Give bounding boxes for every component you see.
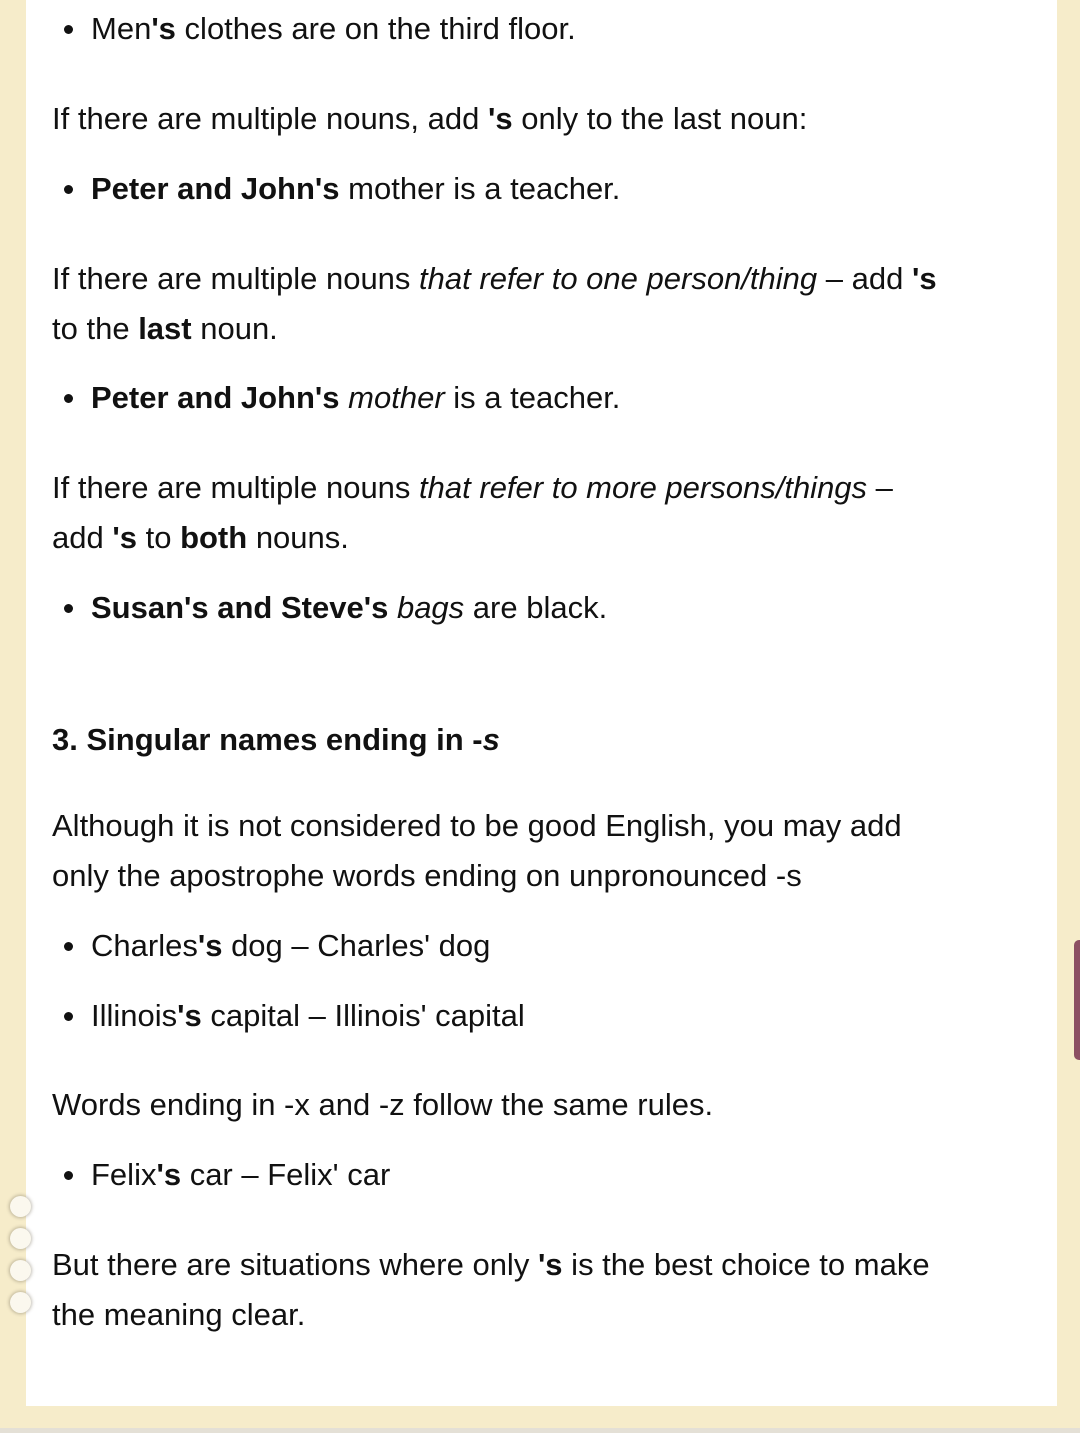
- paragraph-one-person-line1: [52, 254, 1012, 304]
- text-segment: are black.: [464, 590, 608, 625]
- text-segment: that refer to one person/thing: [419, 261, 818, 296]
- paragraph-although-line2: [52, 851, 1012, 901]
- paragraph-more-persons-line1: [52, 463, 1012, 513]
- paragraph-but-line2: [52, 1290, 1012, 1340]
- text-segment: Words ending in -x and -z follow the same rules.: [52, 1087, 714, 1122]
- text-segment: Peter and John's: [91, 380, 340, 415]
- text-segment: mother: [348, 380, 445, 415]
- text-segment: Susan's and Steve's: [91, 590, 389, 625]
- text-segment: the meaning clear.: [52, 1297, 306, 1332]
- text-segment: 's: [156, 1157, 182, 1192]
- list-item-text: [91, 164, 620, 214]
- paragraph-multiple-nouns: [52, 94, 1012, 144]
- text-segment: If there are multiple nouns, add: [52, 101, 488, 136]
- text-segment: 's: [197, 928, 223, 963]
- text-segment: Peter and John's: [91, 171, 340, 206]
- ring-icon: [10, 1228, 31, 1249]
- text-segment: mother is a teacher.: [339, 171, 621, 206]
- list-item-text: [91, 921, 490, 971]
- bullet-icon: [64, 394, 73, 403]
- text-segment: to the: [52, 311, 139, 346]
- text-segment: 's: [151, 11, 176, 46]
- text-segment: 's: [537, 1247, 563, 1282]
- text-segment: is the best choice to make: [562, 1247, 930, 1282]
- paragraph-but-line1: [52, 1240, 1012, 1290]
- text-segment: 's: [911, 261, 937, 296]
- text-segment: – add: [817, 261, 912, 296]
- text-segment: s: [482, 722, 500, 757]
- text-segment: Men: [91, 11, 152, 46]
- ring-icon: [10, 1260, 31, 1281]
- bullet-icon: [64, 1012, 73, 1021]
- text-segment: to: [136, 520, 181, 555]
- text-segment: If there are multiple nouns: [52, 261, 420, 296]
- text-segment: But there are situations where only: [52, 1247, 538, 1282]
- scrollbar-handle[interactable]: [1074, 940, 1080, 1060]
- text-segment: –: [867, 470, 893, 505]
- text-segment: Charles: [91, 928, 198, 963]
- text-segment: both: [180, 520, 248, 555]
- list-item-text: [91, 4, 576, 54]
- paragraph-although-line1: [52, 801, 1012, 851]
- bullet-icon: [64, 1171, 73, 1180]
- bullet-icon: [64, 942, 73, 951]
- text-segment: nouns.: [247, 520, 349, 555]
- text-segment: Illinois: [91, 998, 178, 1033]
- text-segment: that refer to more persons/things: [419, 470, 868, 505]
- text-segment: car – Felix' car: [181, 1157, 391, 1192]
- binder-rings: [8, 1196, 36, 1324]
- text-segment: bags: [396, 590, 465, 625]
- text-segment: [388, 590, 397, 625]
- text-segment: Felix: [91, 1157, 157, 1192]
- text-segment: last: [138, 311, 192, 346]
- text-segment: [340, 380, 349, 415]
- bullet-icon: [64, 185, 73, 194]
- ring-icon: [10, 1292, 31, 1313]
- text-segment: only to the last noun:: [512, 101, 808, 136]
- bullet-icon: [64, 25, 73, 34]
- text-segment: 's: [487, 101, 513, 136]
- bullet-icon: [64, 604, 73, 613]
- text-segment: noun.: [191, 311, 278, 346]
- text-segment: 3. Singular names ending in -: [52, 722, 483, 757]
- text-segment: add: [52, 520, 113, 555]
- section-heading: [52, 715, 500, 765]
- paragraph-more-persons-line2: [52, 513, 1012, 563]
- list-item-text: [91, 583, 607, 633]
- list-item-text: [91, 373, 620, 423]
- text-segment: If there are multiple nouns: [52, 470, 420, 505]
- text-segment: 's: [177, 998, 202, 1033]
- list-item-text: [91, 991, 525, 1041]
- text-segment: only the apostrophe words ending on unpronounced -s: [52, 858, 802, 893]
- text-segment: is a teacher.: [444, 380, 621, 415]
- list-item-text: [91, 1150, 390, 1200]
- text-segment: Although it is not considered to be good English, you may add: [52, 808, 902, 843]
- text-segment: dog – Charles' dog: [222, 928, 491, 963]
- text-segment: clothes are on the third floor.: [175, 11, 576, 46]
- ring-icon: [10, 1196, 31, 1217]
- text-segment: capital – Illinois' capital: [201, 998, 525, 1033]
- text-segment: 's: [112, 520, 137, 555]
- paragraph-words-ending: [52, 1080, 1012, 1130]
- paragraph-one-person-line2: [52, 304, 1012, 354]
- bottom-edge: [0, 1428, 1080, 1433]
